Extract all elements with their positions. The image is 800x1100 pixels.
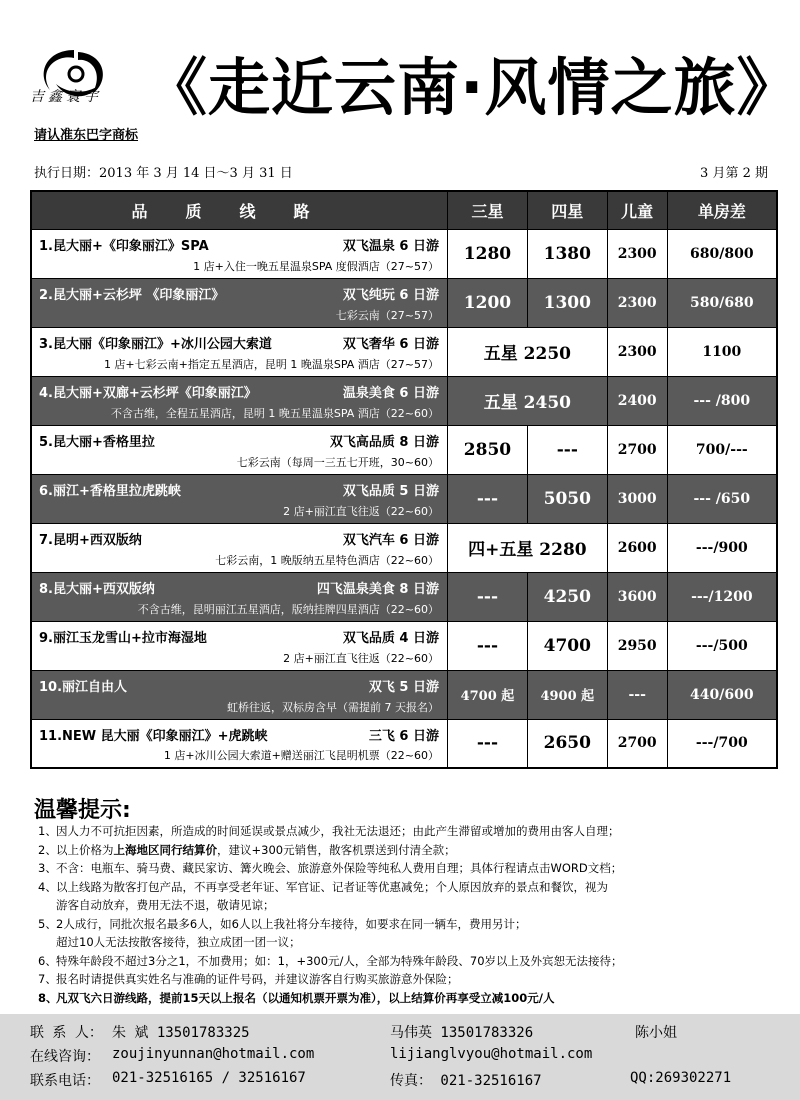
price-child: 2300	[607, 229, 667, 278]
route-detail: 2 店+丽江直飞往返（22~60）	[283, 504, 440, 518]
price-single: 700/---	[667, 425, 777, 474]
contact-person-1: 朱 斌 13501783325	[112, 1025, 250, 1041]
route-detail: 1 店+入住一晚五星温泉SPA 度假酒店（27~57）	[193, 259, 440, 273]
route-detail: 不含古维，全程五星酒店，昆明 1 晚五星温泉SPA 酒店（22~60）	[110, 406, 440, 420]
price-four-star: 2650	[527, 719, 607, 768]
route-cell	[31, 572, 448, 621]
price-child: 2300	[607, 278, 667, 327]
header-child: 儿童	[607, 191, 667, 229]
phone-numbers: 021-32516165 / 32516167	[112, 1070, 306, 1086]
route-tag: 双飞温泉 6 日游	[342, 238, 440, 254]
route-detail: 1 店+七彩云南+指定五星酒店，昆明 1 晚温泉SPA 酒店（27~57）	[103, 357, 440, 371]
route-cell	[31, 523, 448, 572]
table-row	[31, 621, 777, 670]
page-title: 《走近云南·风情之旅》	[145, 51, 800, 124]
table-row	[31, 229, 777, 278]
table-row	[31, 327, 777, 376]
price-child: 2400	[607, 376, 667, 425]
price-four-star: 4250	[527, 572, 607, 621]
price-three-star: ---	[448, 621, 528, 670]
tips-title: 温馨提示:	[34, 798, 131, 823]
price-child: 2600	[607, 523, 667, 572]
price-four-star: 4700	[527, 621, 607, 670]
qq-number: QQ:269302271	[630, 1070, 732, 1086]
price-single: 1100	[667, 327, 777, 376]
route-cell	[31, 719, 448, 768]
header-three-star: 三星	[448, 191, 528, 229]
route-cell	[31, 229, 448, 278]
route-tag: 双飞高品质 8 日游	[329, 434, 440, 450]
route-name: 2.昆大丽+云杉坪 《印象丽江》	[39, 287, 225, 303]
route-name: 11.NEW 昆大丽《印象丽江》+虎跳峡	[39, 728, 268, 744]
price-four-star: 4900 起	[527, 670, 607, 719]
price-child: 2700	[607, 719, 667, 768]
table-row	[31, 670, 777, 719]
price-three-star: ---	[448, 572, 528, 621]
price-single: 680/800	[667, 229, 777, 278]
table-row	[31, 425, 777, 474]
route-tag: 四飞温泉美食 8 日游	[316, 581, 440, 597]
route-detail: 虹桥往返，双标房含早（需提前 7 天报名）	[227, 700, 440, 714]
route-tag: 三飞 6 日游	[368, 728, 440, 744]
tip-item-continued: 超过10人无法按散客接待，独立成团一团一议；	[56, 935, 301, 949]
price-table	[30, 190, 778, 769]
route-name: 6.丽江+香格里拉虎跳峡	[39, 483, 181, 499]
route-tag: 双飞纯玩 6 日游	[342, 287, 440, 303]
price-merged: 四+五星 2280	[448, 523, 608, 572]
route-cell	[31, 376, 448, 425]
price-three-star: 1200	[448, 278, 528, 327]
tip-item: 8、凡双飞六日游线路，提前15天以上报名（以通知机票开票为准），以上结算价再享受立减100元/人	[38, 990, 555, 1005]
price-child: 3600	[607, 572, 667, 621]
tip-item: 5、2人成行，同批次报名最多6人，如6人以上我社将分车接待，如要求在同一辆车，费用另计；	[38, 916, 527, 931]
price-child: ---	[607, 670, 667, 719]
tip-item-continued: 游客自动放弃，费用无法不退，敬请见谅；	[56, 898, 275, 912]
tip-item: 2、以上价格为上海地区同行结算价，建议+300元销售，散客机票送到付清全款；	[38, 842, 456, 857]
tip-item: 1、因人力不可抗拒因素，所造成的时间延误或景点减少，我社无法退还；由此产生滞留或增加的费用由客人自理；	[38, 824, 620, 838]
route-tag: 双飞 5 日游	[368, 679, 440, 695]
price-three-star: 1280	[448, 229, 528, 278]
header-route: 品质线路	[31, 191, 448, 229]
contact-person-2: 马伟英 13501783326	[390, 1025, 534, 1041]
route-cell	[31, 278, 448, 327]
phone-label: 联系电话：	[30, 1073, 100, 1089]
route-tag: 双飞品质 4 日游	[342, 630, 440, 646]
table-header-row	[31, 191, 777, 229]
price-four-star: 1300	[527, 278, 607, 327]
contact-label: 联 系 人：	[30, 1025, 103, 1041]
trademark-note: 请认准东巴字商标	[34, 128, 139, 143]
price-single: ---/900	[667, 523, 777, 572]
price-three-star: 2850	[448, 425, 528, 474]
table-row	[31, 719, 777, 768]
price-single: ---/500	[667, 621, 777, 670]
route-name: 7.昆明+西双版纳	[39, 532, 142, 548]
price-child: 2300	[607, 327, 667, 376]
route-cell	[31, 474, 448, 523]
route-name: 10.丽江自由人	[39, 679, 128, 695]
price-four-star: 1380	[527, 229, 607, 278]
tip-item: 7、报名时请提供真实姓名与准确的证件号码，并建议游客自行购买旅游意外保险；	[38, 972, 459, 986]
table-row	[31, 376, 777, 425]
price-three-star: 4700 起	[448, 670, 528, 719]
route-detail: 2 店+丽江直飞往返（22~60）	[283, 651, 440, 665]
tip-item: 3、不含：电瓶车、骑马费、藏民家访、篝火晚会、旅游意外保险等纯私人费用自理；具体行程请点击WORD文档；	[38, 861, 623, 875]
price-merged: 五星 2250	[448, 327, 608, 376]
table-row	[31, 572, 777, 621]
tip-item: 4、以上线路为散客打包产品，不再享受老年证、军官证、记者证等优惠减免；个人原因放弃的景点和餐饮，视为	[38, 879, 608, 894]
route-tag: 双飞奢华 6 日游	[342, 336, 440, 352]
route-detail: 七彩云南（每周一三五七开班，30~60）	[236, 455, 440, 469]
route-cell	[31, 670, 448, 719]
route-name: 9.丽江玉龙雪山+拉市海湿地	[39, 630, 207, 646]
header	[0, 0, 800, 181]
route-name: 5.昆大丽+香格里拉	[39, 434, 155, 450]
price-single: 580/680	[667, 278, 777, 327]
header-single-supplement: 单房差	[667, 191, 777, 229]
table-row	[31, 523, 777, 572]
contact-footer	[0, 1014, 800, 1100]
price-four-star: 5050	[527, 474, 607, 523]
route-cell	[31, 425, 448, 474]
price-child: 2950	[607, 621, 667, 670]
price-three-star: ---	[448, 474, 528, 523]
header-four-star: 四星	[527, 191, 607, 229]
fax-number: 传真： 021-32516167	[390, 1073, 542, 1089]
contact-person-3: 陈小姐	[635, 1025, 677, 1041]
price-single: ---/1200	[667, 572, 777, 621]
route-detail: 七彩云南（27~57）	[335, 308, 440, 322]
price-three-star: ---	[448, 719, 528, 768]
tip-item: 6、特殊年龄段不超过3分之1，不加费用；如：1，+300元/人，全部为特殊年龄段、70岁以上及外宾恕无法接待；	[38, 953, 623, 968]
email-link-2[interactable]: lijianglvyou@hotmail.com	[390, 1046, 593, 1062]
route-tag: 双飞汽车 6 日游	[342, 532, 440, 548]
route-name: 8.昆大丽+西双版纳	[39, 581, 155, 597]
execution-date: 执行日期：2013 年 3 月 14 日～3 月 31 日	[34, 166, 293, 181]
price-merged: 五星 2450	[448, 376, 608, 425]
price-single: 440/600	[667, 670, 777, 719]
route-cell	[31, 621, 448, 670]
issue-number: 3 月第 2 期	[700, 166, 768, 181]
logo-text: 吉鑫寰宇	[30, 89, 102, 105]
price-four-star: ---	[527, 425, 607, 474]
price-child: 2700	[607, 425, 667, 474]
price-single: --- /650	[667, 474, 777, 523]
email-link-1[interactable]: zoujinyunnan@hotmail.com	[112, 1046, 315, 1062]
online-label: 在线咨询：	[30, 1049, 100, 1065]
price-single: --- /800	[667, 376, 777, 425]
route-name: 3.昆大丽《印象丽江》+冰川公园大索道	[39, 336, 272, 352]
route-name: 1.昆大丽+《印象丽江》SPA	[39, 238, 209, 254]
route-detail: 1 店+冰川公园大索道+赠送丽江飞昆明机票（22~60）	[163, 749, 440, 762]
route-cell	[31, 327, 448, 376]
tips-list	[38, 822, 778, 1007]
table-row	[31, 278, 777, 327]
table-row	[31, 474, 777, 523]
route-detail: 七彩云南，1 晚版纳五星特色酒店（22~60）	[215, 553, 440, 567]
route-name: 4.昆大丽+双廊+云杉坪《印象丽江》	[39, 385, 257, 401]
price-single: ---/700	[667, 719, 777, 768]
route-tag: 双飞品质 5 日游	[342, 483, 440, 499]
route-tag: 温泉美食 6 日游	[342, 385, 440, 401]
route-detail: 不含古维，昆明丽江五星酒店，版纳挂牌四星酒店（22~60）	[137, 602, 440, 616]
price-child: 3000	[607, 474, 667, 523]
